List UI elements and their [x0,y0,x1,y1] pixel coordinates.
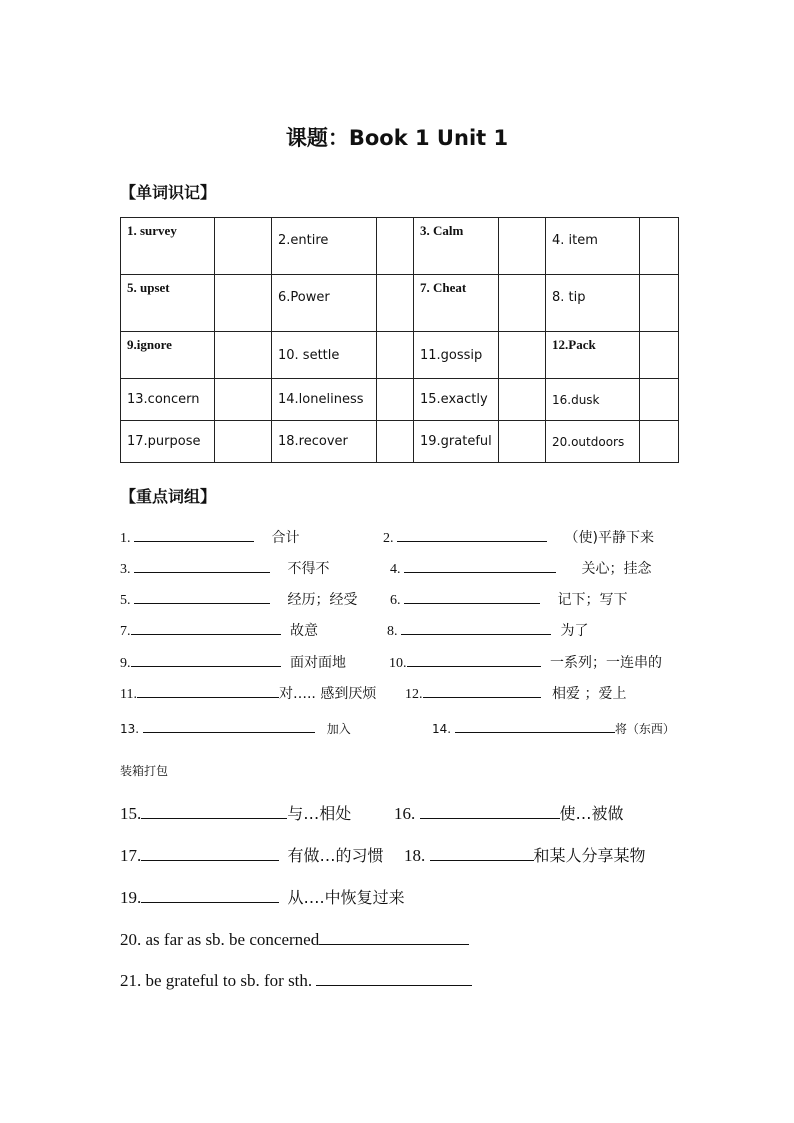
answer-blank[interactable] [316,969,472,986]
phrase-number: 7. [120,624,131,639]
vocab-word: 12.Pack [546,332,640,379]
phrase-item-2 [383,527,654,547]
phrase-item-3 [120,558,330,578]
phrase-meaning: 相爱 ；爱上 [552,686,627,702]
phrase-item-18 [404,843,646,866]
answer-cell[interactable] [640,332,679,379]
answer-blank[interactable] [423,683,541,698]
vocab-word: 9.ignore [121,332,215,379]
phrase-number: 8. [387,624,398,639]
answer-blank[interactable] [319,928,469,945]
answer-blank[interactable] [420,802,560,819]
vocab-word: 17.purpose [121,421,215,463]
phrase-item-16 [394,801,624,824]
phrase-meaning: 为了 [560,623,589,639]
phrase-number: 9. [120,656,131,671]
phrase-meaning: 合计 [271,530,300,546]
phrase-number: 14. [432,722,452,736]
answer-cell[interactable] [215,379,272,421]
answer-cell[interactable] [377,421,414,463]
phrase-number: 5. [120,593,131,608]
answer-cell[interactable] [499,275,546,332]
vocab-word: 4. item [546,218,640,275]
phrase-number: 13. [120,722,140,736]
vocab-word: 13.concern [121,379,215,421]
phrase-meaning: 和某人分享某物 [533,846,646,865]
phrase-item-13 [120,720,351,737]
phrase-number: 2. [383,531,394,546]
answer-cell[interactable] [215,421,272,463]
table-row [121,332,679,379]
answer-cell[interactable] [215,275,272,332]
answer-blank[interactable] [141,844,279,861]
table-row [121,218,679,275]
answer-blank[interactable] [143,720,315,733]
phrase-meaning: 与…相处 [287,804,352,823]
answer-cell[interactable] [215,332,272,379]
phrase-number: 19. [120,888,142,907]
phrase-meaning: （使)平静下来 [564,530,654,546]
answer-cell[interactable] [215,218,272,275]
phrase-item-14 [432,720,675,737]
answer-blank[interactable] [137,683,279,698]
answer-blank[interactable] [430,844,534,861]
phrase-meaning: 使…被做 [559,804,624,823]
answer-cell[interactable] [377,218,414,275]
phrase-item-21 [120,969,472,991]
phrase-number: 3. [120,562,131,577]
vocab-word: 14.loneliness [272,379,377,421]
answer-blank[interactable] [407,652,541,667]
page-title: 课题：Book 1 Unit 1 [285,126,509,150]
answer-blank[interactable] [404,589,540,604]
phrase-item-17 [120,843,384,866]
phrase-item-19 [120,885,405,908]
answer-blank[interactable] [131,652,281,667]
answer-cell[interactable] [640,379,679,421]
answer-cell[interactable] [499,421,546,463]
answer-cell[interactable] [499,379,546,421]
phrase-number: 1. [120,531,131,546]
answer-blank[interactable] [404,558,556,573]
vocab-word: 10. settle [272,332,377,379]
phrase-meaning: 将（东西） [614,722,675,736]
vocab-word: 18.recover [272,421,377,463]
phrase-text: 20. as far as sb. be concerned [120,930,320,949]
vocab-table [120,217,679,463]
phrase-meaning: 关心；挂念 [581,561,652,577]
answer-blank[interactable] [134,558,270,573]
vocab-word: 7. Cheat [414,275,499,332]
vocab-word: 11.gossip [414,332,499,379]
phrase-continuation: 装箱打包 [120,764,169,778]
phrase-item-9 [120,652,346,672]
table-row [121,275,679,332]
phrase-item-5 [120,589,358,609]
phrase-number: 18. [404,846,426,865]
phrase-meaning: 加入 [326,722,351,736]
phrase-item-6 [390,589,628,609]
vocab-word: 19.grateful [414,421,499,463]
phrase-item-20 [120,928,469,950]
phrase-meaning: 一系列；一连串的 [550,655,662,671]
phrase-meaning: 对….. 感到厌烦 [278,686,377,702]
phrase-item-8 [387,620,589,640]
phrase-number: 4. [390,562,401,577]
phrase-number: 16. [394,804,416,823]
phrase-item-1 [120,527,300,547]
answer-blank[interactable] [134,589,270,604]
vocab-word: 6.Power [272,275,377,332]
section-heading-phrases: 【重点词组】 [120,487,217,506]
phrase-number: 6. [390,593,401,608]
phrase-meaning: 不得不 [287,561,330,577]
phrase-meaning: 有做…的习惯 [287,846,384,865]
vocab-word: 16.dusk [546,379,640,421]
vocab-word: 8. tip [546,275,640,332]
phrase-meaning: 故意 [290,623,318,639]
vocab-word: 3. Calm [414,218,499,275]
answer-cell[interactable] [377,332,414,379]
phrase-item-12 [405,683,626,703]
phrase-number: 11. [120,687,137,702]
phrase-item-15 [120,801,351,824]
table-row [121,421,679,463]
phrase-item-10 [389,652,662,672]
answer-cell[interactable] [377,275,414,332]
vocab-word: 5. upset [121,275,215,332]
answer-cell[interactable] [499,332,546,379]
phrase-meaning: 记下；写下 [557,592,628,608]
answer-blank[interactable] [131,620,281,635]
vocab-word: 2.entire [272,218,377,275]
phrase-number: 15. [120,804,142,823]
answer-blank[interactable] [401,620,551,635]
answer-cell[interactable] [499,218,546,275]
phrase-meaning: 从….中恢复过来 [287,888,405,907]
vocab-word: 15.exactly [414,379,499,421]
section-heading-words: 【单词识记】 [120,183,217,202]
phrase-text: 21. be grateful to sb. for sth. [120,971,313,990]
vocab-word: 1. survey [121,218,215,275]
answer-cell[interactable] [640,421,679,463]
table-row [121,379,679,421]
phrase-meaning: 面对面地 [290,655,346,671]
phrase-number: 10. [389,656,407,671]
answer-cell[interactable] [640,275,679,332]
answer-blank[interactable] [397,527,547,542]
answer-blank[interactable] [141,886,279,903]
phrase-item-7 [120,620,318,640]
answer-cell[interactable] [377,379,414,421]
phrase-number: 12. [405,687,423,702]
answer-blank[interactable] [141,802,287,819]
phrase-meaning: 经历；经受 [287,592,358,608]
answer-cell[interactable] [640,218,679,275]
phrase-item-4 [390,558,652,578]
vocab-word: 20.outdoors [546,421,640,463]
phrase-item-11 [120,683,376,703]
answer-blank[interactable] [134,527,254,542]
phrase-number: 17. [120,846,142,865]
answer-blank[interactable] [455,720,615,733]
